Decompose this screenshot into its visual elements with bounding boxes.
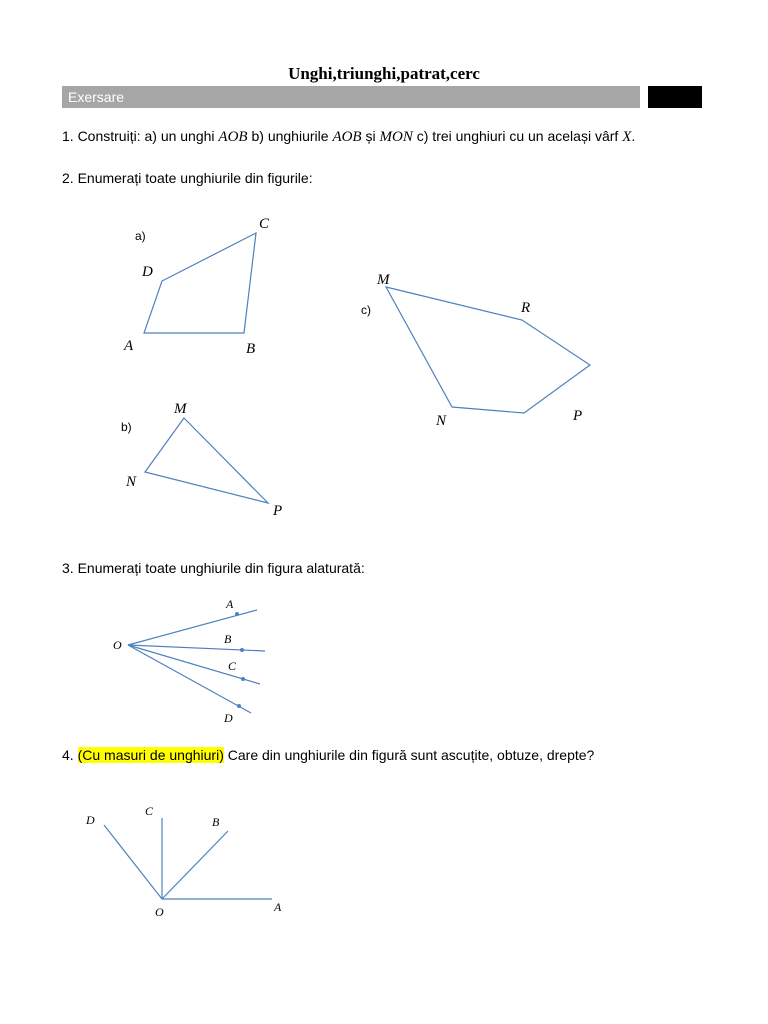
fig4-label-b: B — [212, 815, 220, 829]
fig-c-label-n: N — [436, 413, 447, 429]
fig-a-label-d: D — [142, 264, 153, 280]
ray-4-ob — [162, 831, 228, 899]
fig-c-label-m: M — [377, 272, 390, 288]
fig4-label-d: D — [86, 813, 95, 827]
exercise-3: 3. Enumerați toate unghiurile din figura alaturată: — [62, 560, 365, 576]
fig3-label-o: O — [113, 638, 122, 652]
ex1-var-mon: MON — [379, 129, 413, 145]
ray-ob — [128, 645, 265, 651]
page-title: Unghi,triunghi,patrat,cerc — [288, 64, 480, 83]
fig-a-label-a: A — [124, 338, 134, 354]
triangle-mnp — [145, 418, 268, 503]
section-bar: Exersare — [62, 86, 640, 108]
fig-c-label-p: P — [573, 408, 583, 424]
ex1-mid2: c) trei unghiuri cu un același vârf — [416, 128, 619, 144]
fig-b-label-p: P — [273, 503, 283, 519]
fig-b-tag: b) — [121, 420, 132, 434]
fig4-label-o: O — [155, 905, 164, 919]
point-d — [237, 704, 241, 708]
ex4-highlight: (Cu masuri de unghiuri) — [77, 747, 224, 763]
ray-4-od — [104, 825, 162, 899]
fig3-label-b: B — [224, 632, 232, 646]
ex4-text: Care din unghiurile din figură sunt ascuțite, obtuze, drepte? — [227, 747, 595, 763]
fig-b-label-n: N — [126, 474, 137, 490]
ex1-mid1: b) unghiurile — [251, 128, 329, 144]
fig-a-label-b: B — [246, 341, 256, 357]
ex4-number: 4. — [62, 747, 74, 763]
ex1-and: și — [365, 128, 376, 144]
ray-od — [128, 645, 251, 713]
exercise-2: 2. Enumerați toate unghiurile din figurile: — [62, 170, 313, 186]
fig-b-label-m: M — [174, 401, 187, 417]
fig-c-label-r: R — [521, 300, 531, 316]
ex1-prefix: 1. Construiți: a) un unghi — [62, 128, 215, 144]
point-c — [241, 677, 245, 681]
quadrilateral-abcd — [144, 233, 256, 333]
ex1-var-aob-2: AOB — [332, 129, 362, 145]
fig-c-tag: c) — [361, 303, 371, 317]
point-a — [235, 612, 239, 616]
pentagon-mrpn — [386, 287, 590, 413]
point-b — [240, 648, 244, 652]
fig3-label-d: D — [224, 711, 233, 725]
fig-a-tag: a) — [135, 229, 146, 243]
fig3-label-c: C — [228, 659, 237, 673]
fig4-label-a: A — [274, 900, 282, 914]
fig-a-label-c: C — [259, 216, 270, 232]
fig3-label-a: A — [226, 597, 234, 611]
ex1-end: . — [631, 128, 636, 144]
ex1-var-aob: AOB — [218, 129, 248, 145]
fig4-label-c: C — [145, 804, 154, 818]
ex1-var-x: X — [622, 129, 632, 145]
exercise-4 — [62, 747, 594, 763]
